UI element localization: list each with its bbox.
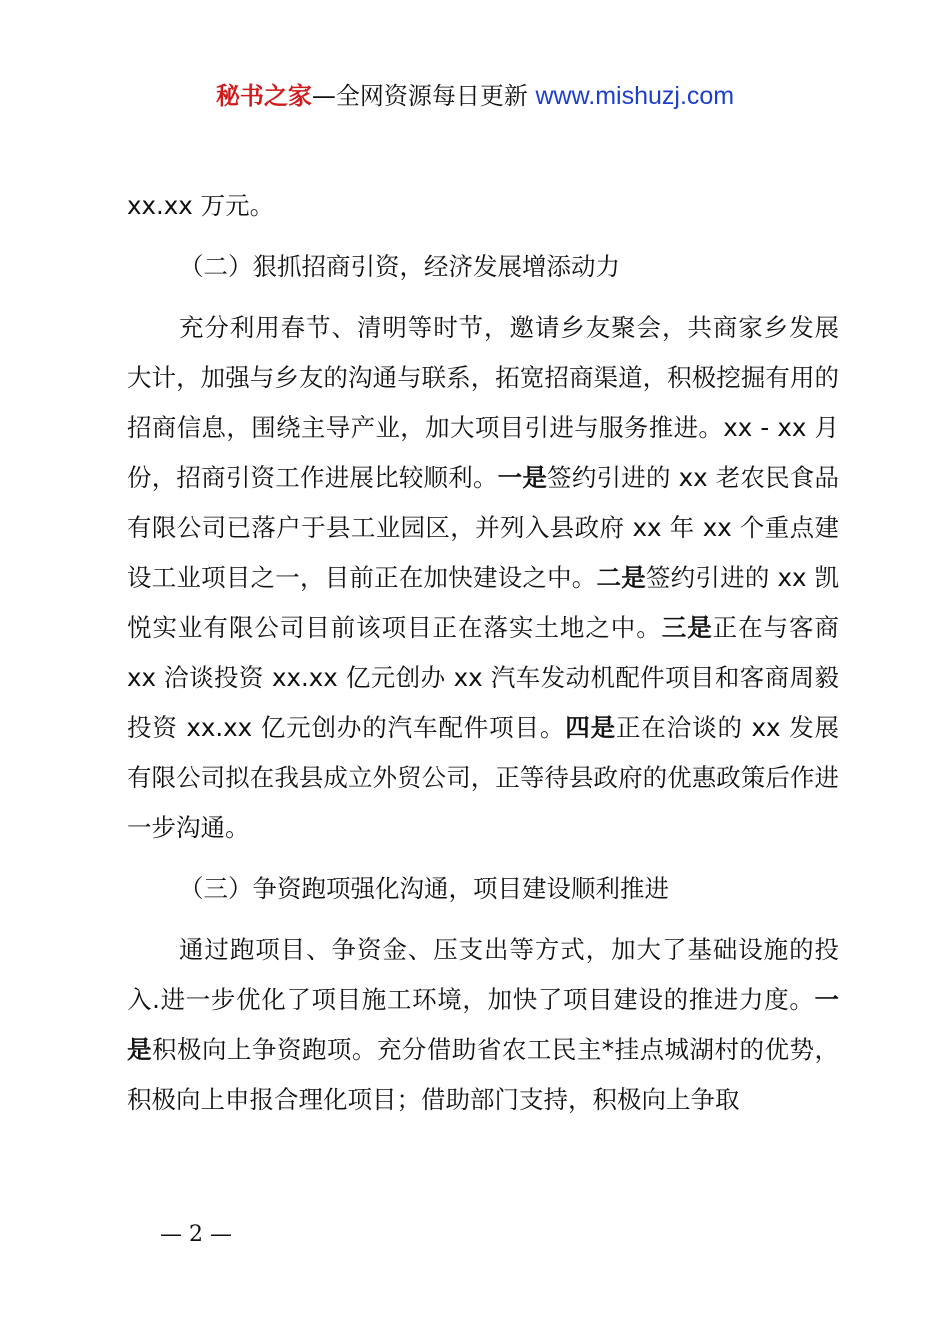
section-heading-3: （三）争资跑项强化沟通，项目建设顺利推进	[179, 874, 669, 903]
text-run: 正在与客商 xx 洽谈投资 xx.xx 亿元创办 xx 汽车发动机配件项目和客商周毅投资 xx.xx 亿元创办的汽车配件项目。	[127, 613, 840, 742]
site-url-link[interactable]: www.mishuzj.com	[535, 82, 735, 110]
document-body	[127, 181, 839, 1125]
bold-marker-1: 一是	[127, 985, 839, 1064]
bold-marker-3: 三是	[661, 613, 713, 642]
bold-marker-4: 四是	[565, 713, 616, 742]
text-run: 正在洽谈的 xx 发展有限公司拟在我县成立外贸公司，正等待县政府的优惠政策后作进一步沟通。	[127, 713, 840, 842]
page-number: — 2 —	[160, 1222, 232, 1247]
bold-marker-1: 一是	[497, 463, 548, 492]
paragraph-investment	[127, 303, 839, 853]
text-run: 充分利用春节、清明等时节，邀请乡友聚会，共商家乡发展大计，加强与乡友的沟通与联系，拓宽招商渠道，积极挖掘有用的招商信息，围绕主导产业，加大项目引进与服务推进。xx - xx 月份，招商引资工作进展比较顺利。	[127, 313, 839, 492]
site-brand: 秘书之家	[215, 82, 312, 110]
text-run: 签约引进的 xx 凯悦实业有限公司目前该项目正在落实土地之中。	[127, 563, 840, 642]
text-run: 通过跑项目、争资金、压支出等方式，加大了基础设施的投入.进一步优化了项目施工环境，加快了项目建设的推进力度。	[127, 935, 839, 1014]
text-run: 签约引进的 xx 老农民食品有限公司已落户于县工业园区，并列入县政府 xx 年 xx 个重点建设工业项目之一，目前正在加快建设之中。	[127, 463, 840, 592]
bold-marker-2: 二是	[596, 563, 646, 592]
section-heading-2: （二）狠抓招商引资，经济发展增添动力	[179, 252, 620, 281]
paragraph-projects	[127, 925, 839, 1125]
site-slogan: —全网资源每日更新	[311, 82, 536, 110]
continuation-line: xx.xx 万元。	[127, 191, 275, 220]
site-header	[0, 80, 950, 112]
text-run: 积极向上争资跑项。充分借助省农工民主*挂点城湖村的优势，积极向上申报合理化项目；借助部门支持，积极向上争取	[127, 1035, 840, 1114]
